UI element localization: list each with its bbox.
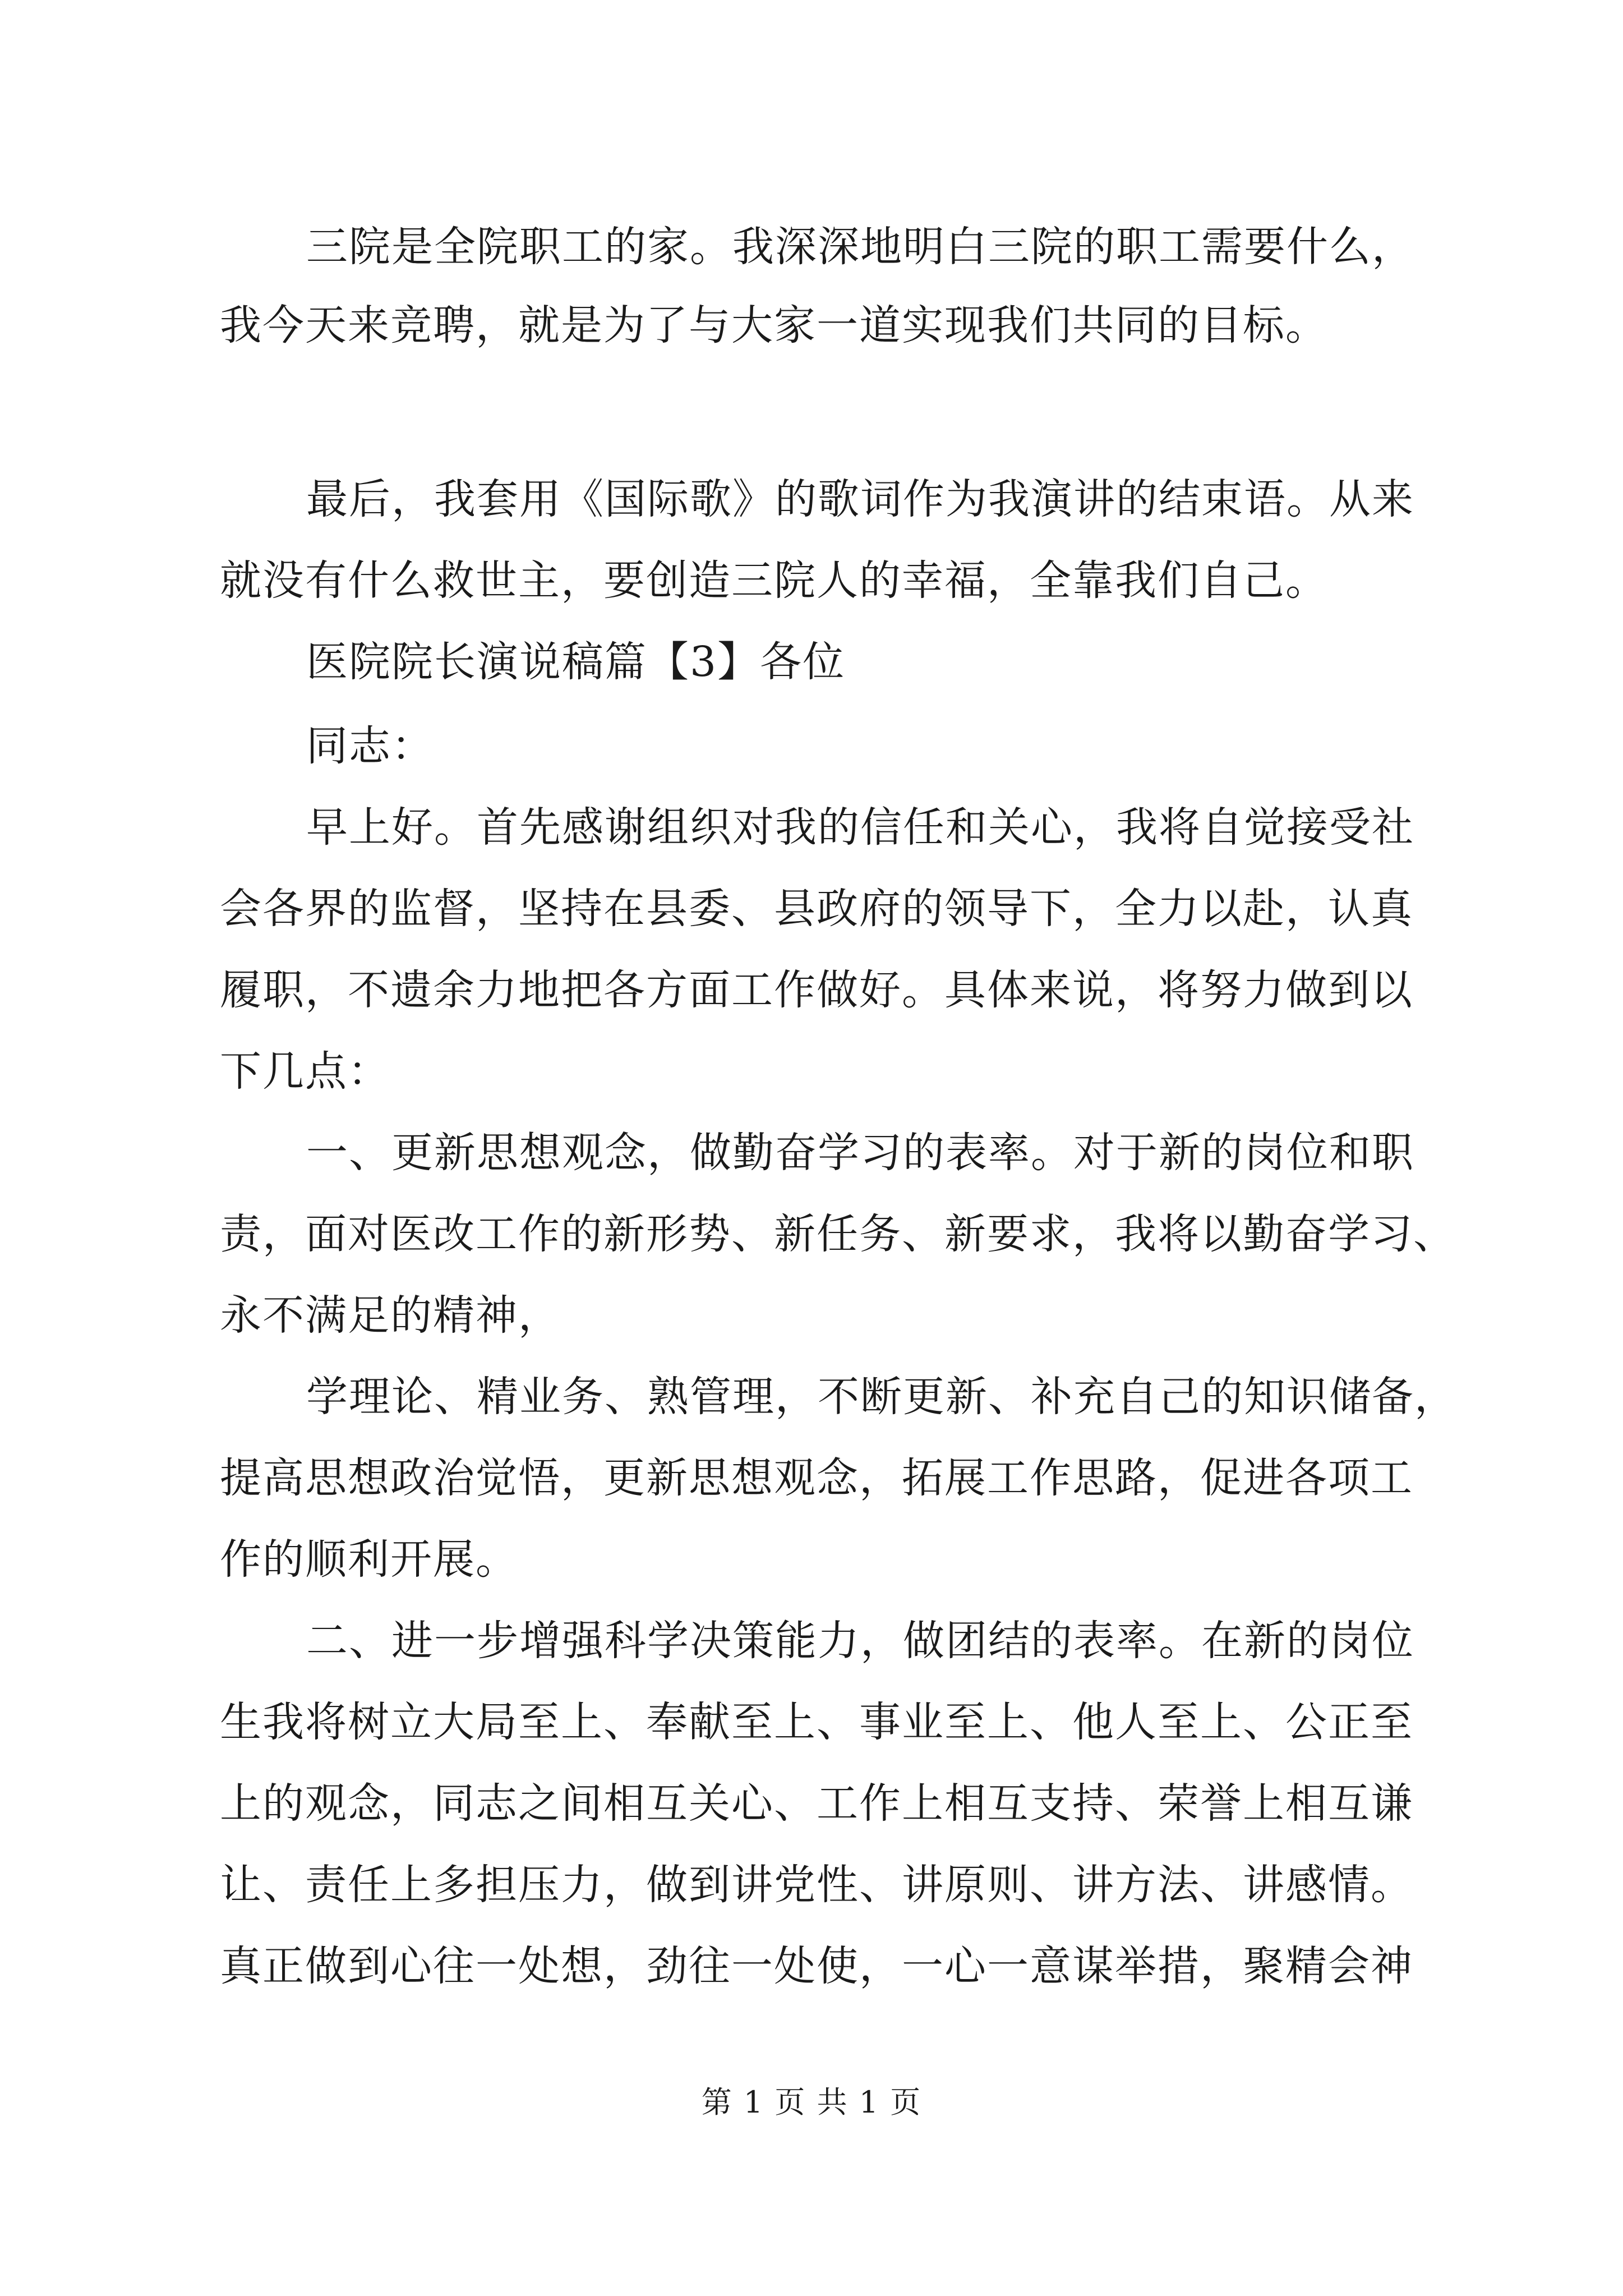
page-footer: 第 1 页 共 1 页 [701, 2085, 922, 2120]
paragraph-line: 会各界的监督，坚持在县委、县政府的领导下，全力以赴，认真 [220, 885, 1413, 933]
paragraph-line: 我今天来竞聘，就是为了与大家一道实现我们共同的目标。 [220, 301, 1328, 349]
paragraph-line: 提高思想政治觉悟，更新思想观念，拓展工作思路，促进各项工 [220, 1454, 1413, 1502]
paragraph-line: 永不满足的精神， [220, 1291, 561, 1340]
paragraph-line: 生我将树立大局至上、奉献至上、事业至上、他人至上、公正至 [220, 1698, 1413, 1746]
paragraph-line: 真正做到心往一处想，劲往一处使，一心一意谋举措，聚精会神 [220, 1942, 1413, 1990]
paragraph-line: 学理论、精业务、熟管理，不断更新、补充自己的知识储备， [306, 1373, 1457, 1421]
paragraph-line: 下几点： [220, 1047, 390, 1096]
paragraph-line: 一、更新思想观念，做勤奋学习的表率。对于新的岗位和职 [306, 1129, 1414, 1177]
paragraph-line: 就没有什么救世主，要创造三院人的幸福，全靠我们自己。 [220, 556, 1328, 605]
paragraph-line: 二、进一步增强科学决策能力，做团结的表率。在新的岗位 [306, 1617, 1414, 1665]
paragraph-line: 履职，不遗余力地把各方面工作做好。具体来说，将努力做到以 [220, 966, 1413, 1014]
salutation: 同志： [306, 722, 434, 770]
section-heading: 医院院长演说稿篇【3】各位 [306, 638, 846, 686]
paragraph-line: 最后，我套用《国际歌》的歌词作为我演讲的结束语。从来 [306, 475, 1414, 523]
paragraph-line: 早上好。首先感谢组织对我的信任和关心，我将自觉接受社 [306, 803, 1414, 852]
paragraph-line: 作的顺利开展。 [220, 1535, 518, 1584]
paragraph-line: 上的观念，同志之间相互关心、工作上相互支持、荣誉上相互谦 [220, 1779, 1413, 1828]
paragraph-line: 让、责任上多担压力，做到讲党性、讲原则、讲方法、讲感情。 [220, 1861, 1413, 1909]
paragraph-line: 责，面对医改工作的新形势、新任务、新要求，我将以勤奋学习、 [220, 1210, 1456, 1258]
paragraph-line: 三院是全院职工的家。我深深地明白三院的职工需要什么， [306, 223, 1414, 271]
